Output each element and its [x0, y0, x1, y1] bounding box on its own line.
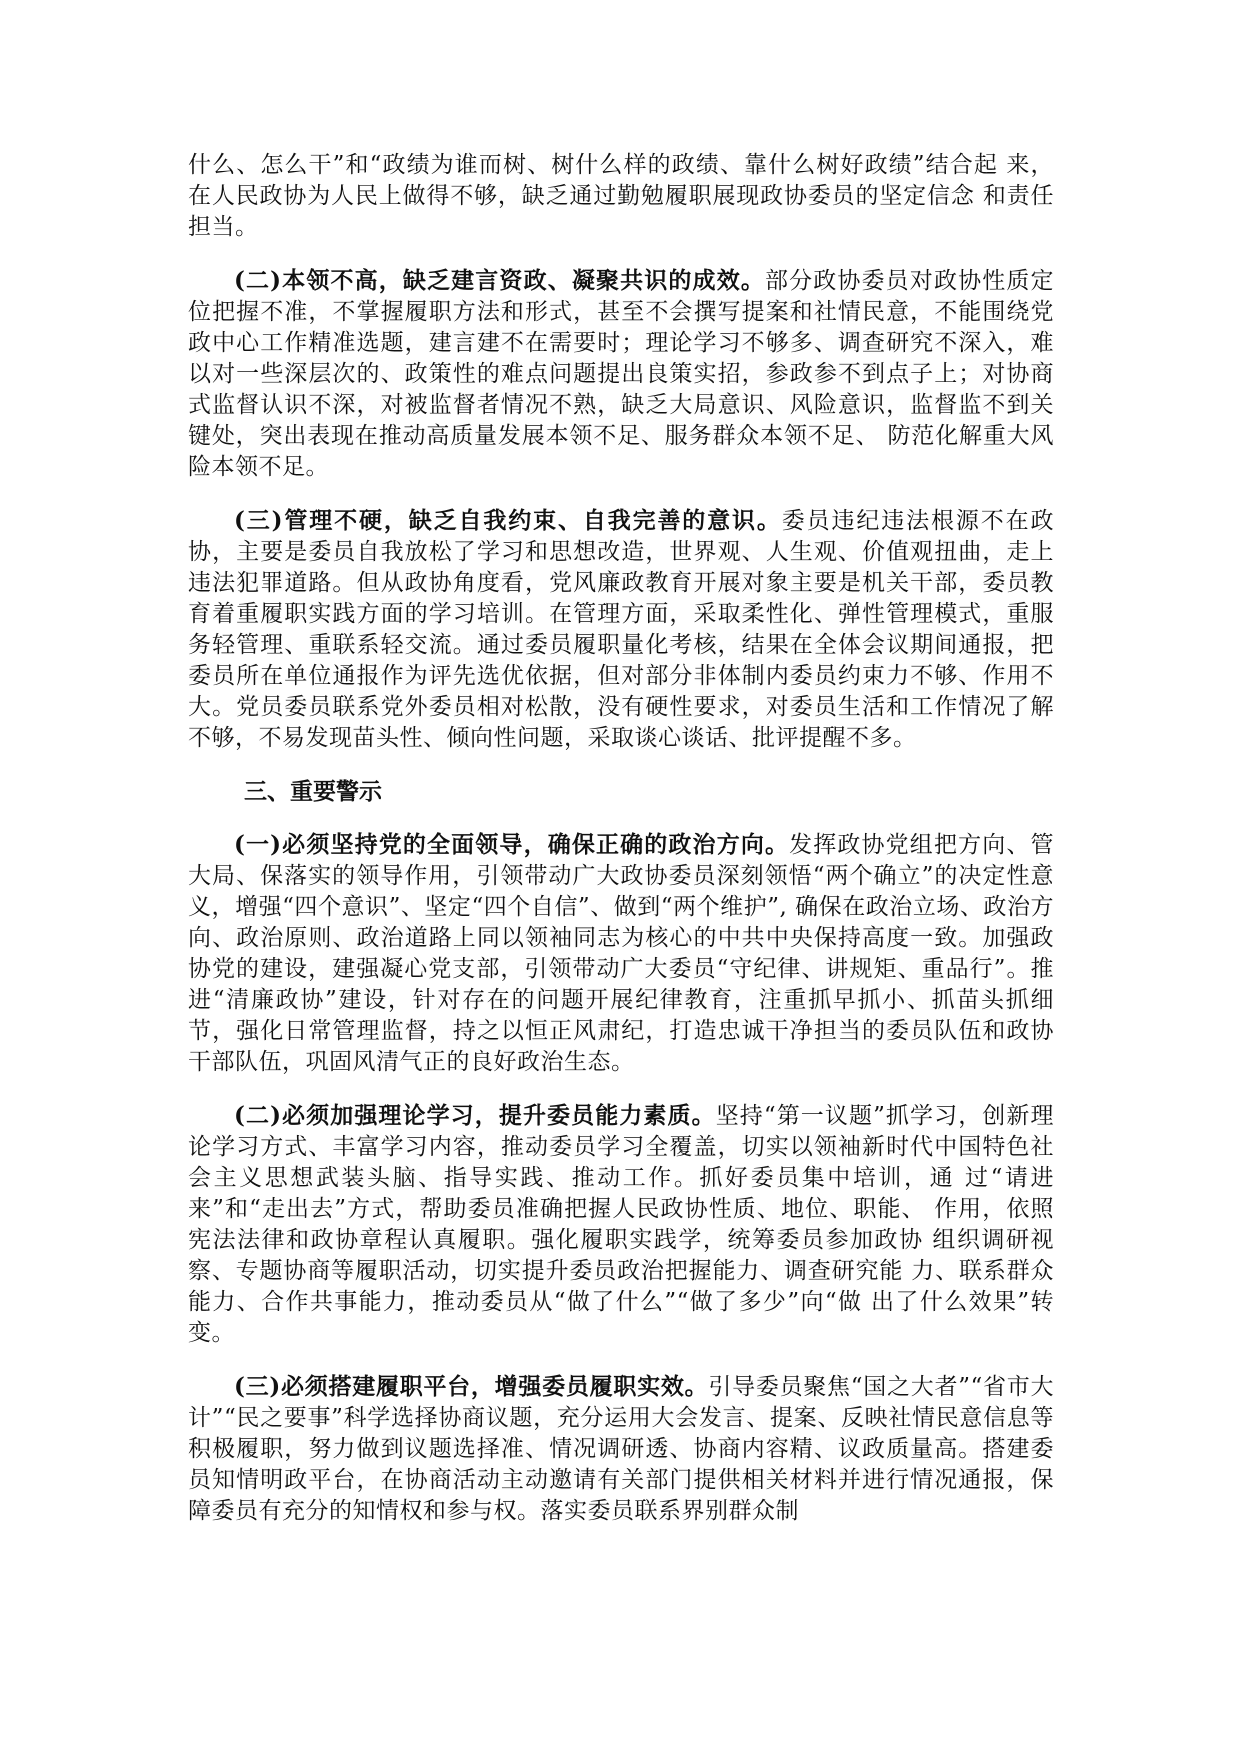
paragraph-warning-platform — [188, 1371, 1054, 1527]
paragraph-management — [188, 505, 1054, 754]
paragraph-text: 引导委员聚焦“国之大者”“省市大计”“民之要事”科学选择协商议题，充分运用大会发言、提案、反映社情民意信息等积极履职，努力做到议题选择准、情况调研透、协商内容精、议政质量高。搭建委员知情明政平台，在协商活动主动邀请有关部门提供相关材料并进行情况通报，保障委员有充分的知情权和参与权。落实委员联系界别群众制 — [188, 1374, 1054, 1524]
paragraph-ability — [188, 265, 1054, 483]
paragraph-text: 发挥政协党组把方向、管大局、保落实的领导作用，引领带动广大政协委员深刻领悟“两个确立”的决定性意义，增强“四个意识”、坚定“四个自信”、做到“两个维护”, 确保在政治立场、政治方向、政治原则、政治道路上同以领袖同志为核心的中共中央保持高度一致。加强政协党的建设，建强凝心党支部，引领带动广大委员“守纪律、讲规矩、重品行”。推进“清廉政协”建设，针对存在的问题开展纪律教育，注重抓早抓小、抓苗头抓细节，强化日常管理监督，持之以恒正风肃纪，打造忠诚干净担当的委员队伍和政协干部队伍，巩固风清气正的良好政治生态。 — [188, 832, 1055, 1075]
document-page — [188, 150, 1054, 1549]
paragraph-warning-study — [188, 1100, 1054, 1349]
paragraph-warning-leadership — [188, 829, 1054, 1078]
paragraph-lead: (二)必须加强理论学习，提升委员能力素质。 — [234, 1102, 716, 1129]
section-heading: 三、重要警示 — [244, 778, 382, 805]
paragraph-continuation — [188, 150, 1054, 243]
paragraph-text: 坚持“第一议题”抓学习，创新理论学习方式、丰富学习内容，推动委员学习全覆盖，切实以领袖新时代中国特色社会主义思想武装头脑、指导实践、推动工作。抓好委员集中培训，通 过“请进来”和“走出去”方式，帮助委员准确把握人民政协性质、地位、职能、 作用，依照宪法法律和政协章程认真履职。强化履职实践学，统筹委员参加政协 组织调研视察、专题协商等履职活动，切实提升委员政治把握能力、调查研究能 力、联系群众能力、合作共事能力，推动委员从“做了什么”“做了多少”向“做 出了什么效果”转变。 — [188, 1103, 1054, 1346]
paragraph-lead: (一)必须坚持党的全面领导，确保正确的政治方向。 — [234, 831, 790, 858]
paragraph-lead: (二)本领不高，缺乏建言资政、凝聚共识的成效。 — [234, 267, 765, 294]
paragraph-lead: (三)必须搭建履职平台，增强委员履职实效。 — [234, 1373, 709, 1400]
paragraph-text: 委员违纪违法根源不在政协，主要是委员自我放松了学习和思想改造，世界观、人生观、价值观扭曲，走上违法犯罪道路。但从政协角度看，党风廉政教育开展对象主要是机关干部，委员教育着重履职实践方面的学习培训。在管理方面，采取柔性化、弹性管理模式，重服务轻管理、重联系轻交流。通过委员履职量化考核，结果在全体会议期间通报，把委员所在单位通报作为评先选优依据，但对部分非体制内委员约束力不够、作用不大。党员委员联系党外委员相对松散，没有硬性要求，对委员生活和工作情况了解不够，不易发现苗头性、倾向性问题，采取谈心谈话、批评提醒不多。 — [188, 508, 1055, 751]
paragraph-text: 部分政协委员对政协性质定位把握不准，不掌握履职方法和形式，甚至不会撰写提案和社情民意，不能围绕党政中心工作精准选题，建言建不在需要时；理论学习不够多、调查研究不深入，难以对一些深层次的、政策性的难点问题提出良策实招，参政参不到点子上；对协商式监督认识不深，对被监督者情况不熟，缺乏大局意识、风险意识，监督监不到关键处，突出表现在推动高质量发展本领不足、服务群众本领不足、 防范化解重大风险本领不足。 — [188, 268, 1055, 480]
paragraph-lead: (三)管理不硬，缺乏自我约束、自我完善的意识。 — [234, 507, 782, 534]
paragraph-text: 什么、怎么干”和“政绩为谁而树、树什么样的政绩、靠什么树好政绩”结合起 来，在人民政协为人民上做得不够，缺乏通过勤勉履职展现政协委员的坚定信念 和责任担当。 — [188, 152, 1054, 240]
